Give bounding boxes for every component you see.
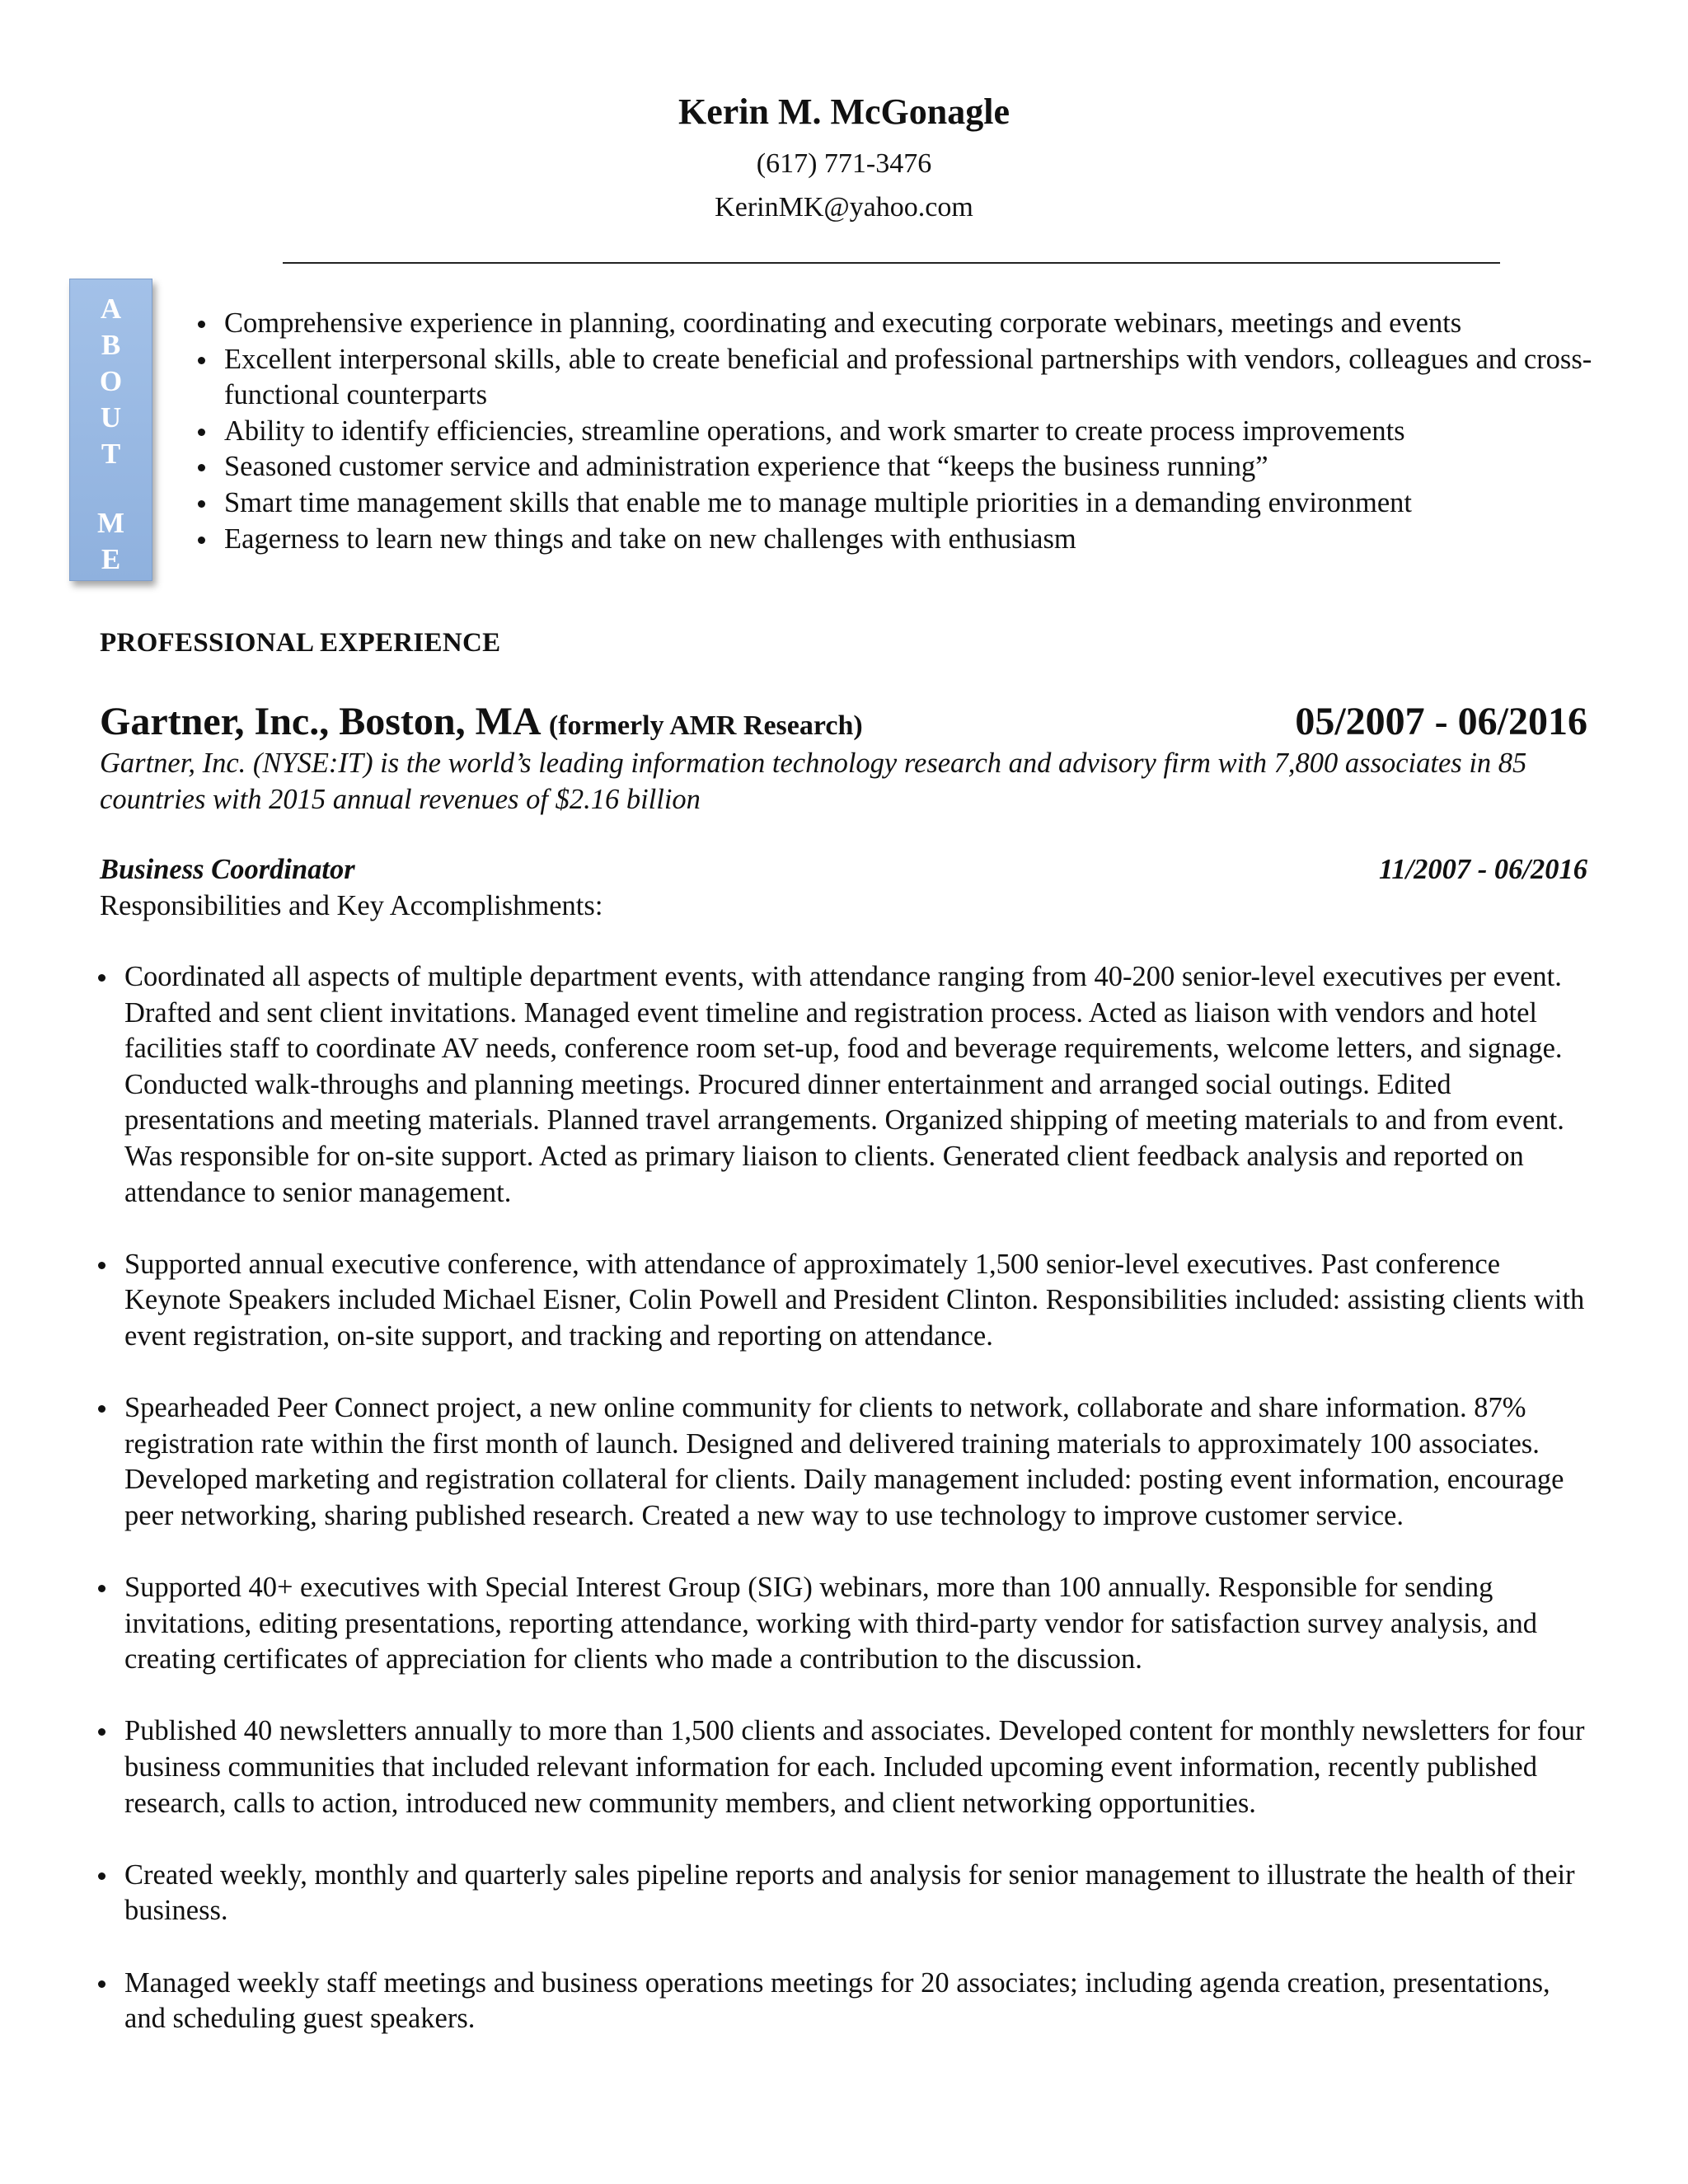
responsibilities-list — [95, 959, 1595, 2073]
responsibility-bullet: Coordinated all aspects of multiple department events, with attendance ranging from 40-200 senior-level executives per event. Drafted and sent client invitations. Managed event timeline and registration process. Acted as liaison with vendors and hotel facilities staff to coordinate AV needs, conference room set-up, food and beverage requirements, welcome letters, and signage. Conducted walk-throughs and planning meetings. Procured dinner entertainment and arranged social outings. Edited presentations and meeting materials. Planned travel arrangements. Organized shipping of meeting materials to and from event. Was responsible for on-site support. Acted as primary liaison to clients. Generated client feedback analysis and reported on attendance to senior management. — [95, 959, 1595, 1211]
responsibility-bullet: Managed weekly staff meetings and business operations meetings for 20 associates; including agenda creation, presentations, and scheduling guest speakers. — [95, 1966, 1595, 2037]
about-tab-letter: A — [100, 293, 122, 325]
about-tab-letter: U — [100, 401, 122, 434]
section-title-experience: PROFESSIONAL EXPERIENCE — [100, 628, 501, 658]
role-dates: 11/2007 - 06/2016 — [1378, 854, 1587, 885]
about-bullet: Seasoned customer service and administration experience that “keeps the business running” — [195, 449, 1596, 485]
about-me-tab — [69, 279, 152, 581]
responsibility-bullet: Supported 40+ executives with Special Interest Group (SIG) webinars, more than 100 annually. Responsible for sending invitations, editing presentations, reporting attendance, working with third-party vendor for satisfaction survey analysis, and creating certificates of appreciation for clients who made a contribution to the discussion. — [95, 1570, 1595, 1678]
about-tab-letter: E — [101, 543, 121, 575]
role-header — [100, 854, 1587, 890]
responsibility-bullet: Published 40 newsletters annually to more than 1,500 clients and associates. Developed content for monthly newsletters for four business communities that included relevant information for each. Included upcoming event information, recently published research, calls to action, introduced new community members, and client networking opportunities. — [95, 1713, 1595, 1821]
company-former-name: (formerly AMR Research) — [548, 710, 863, 741]
about-bullet: Smart time management skills that enable me to manage multiple priorities in a demanding environment — [195, 485, 1596, 522]
company-name: Gartner, Inc., Boston, MA — [100, 700, 539, 743]
responsibility-bullet: Spearheaded Peer Connect project, a new online community for clients to network, collaborate and share information. 87% registration rate within the first month of launch. Designed and delivered training materials to approximately 100 associates. Developed marketing and registration collateral for clients. Daily management included: posting event information, encourage peer networking, sharing published research. Created a new way to use technology to improve customer service. — [95, 1390, 1595, 1534]
candidate-name: Kerin M. McGonagle — [678, 91, 1010, 132]
about-me-list — [195, 306, 1596, 557]
about-bullet: Ability to identify efficiencies, streamline operations, and work smarter to create process improvements — [195, 414, 1596, 450]
company-dates: 05/2007 - 06/2016 — [1295, 700, 1587, 743]
about-tab-letter: B — [101, 329, 121, 361]
about-tab-letter: M — [96, 507, 125, 539]
company-header — [100, 699, 1587, 748]
responsibility-bullet: Created weekly, monthly and quarterly sales pipeline reports and analysis for senior management to illustrate the health of their business. — [95, 1858, 1595, 1929]
company-description: Gartner, Inc. (NYSE:IT) is the world’s leading information technology research and advisory firm with 7,800 associates in 85 countries with 2015 annual revenues of $2.16 billion — [100, 748, 1527, 815]
role-title: Business Coordinator — [100, 854, 355, 885]
responsibilities-heading: Responsibilities and Key Accomplishments: — [100, 890, 603, 921]
about-bullet: Excellent interpersonal skills, able to create beneficial and professional partnerships with vendors, colleagues and cross-functional counterparts — [195, 342, 1596, 414]
about-bullet: Eagerness to learn new things and take on new challenges with enthusiasm — [195, 522, 1596, 558]
responsibility-bullet: Supported annual executive conference, with attendance of approximately 1,500 senior-level executives. Past conference Keynote Speakers included Michael Eisner, Colin Powell and President Clinton. Responsibilities included: assisting clients with event registration, on-site support, and tracking and reporting on attendance. — [95, 1247, 1595, 1355]
about-tab-letter: O — [99, 365, 123, 397]
about-tab-letter: T — [101, 438, 121, 470]
about-tab-spacer — [70, 472, 152, 505]
phone-number: (617) 771-3476 — [756, 148, 932, 179]
email-address: KerinMK@yahoo.com — [715, 192, 973, 223]
company-heading — [100, 699, 863, 744]
about-bullet: Comprehensive experience in planning, coordinating and executing corporate webinars, meetings and events — [195, 306, 1596, 342]
header-divider — [283, 262, 1500, 264]
